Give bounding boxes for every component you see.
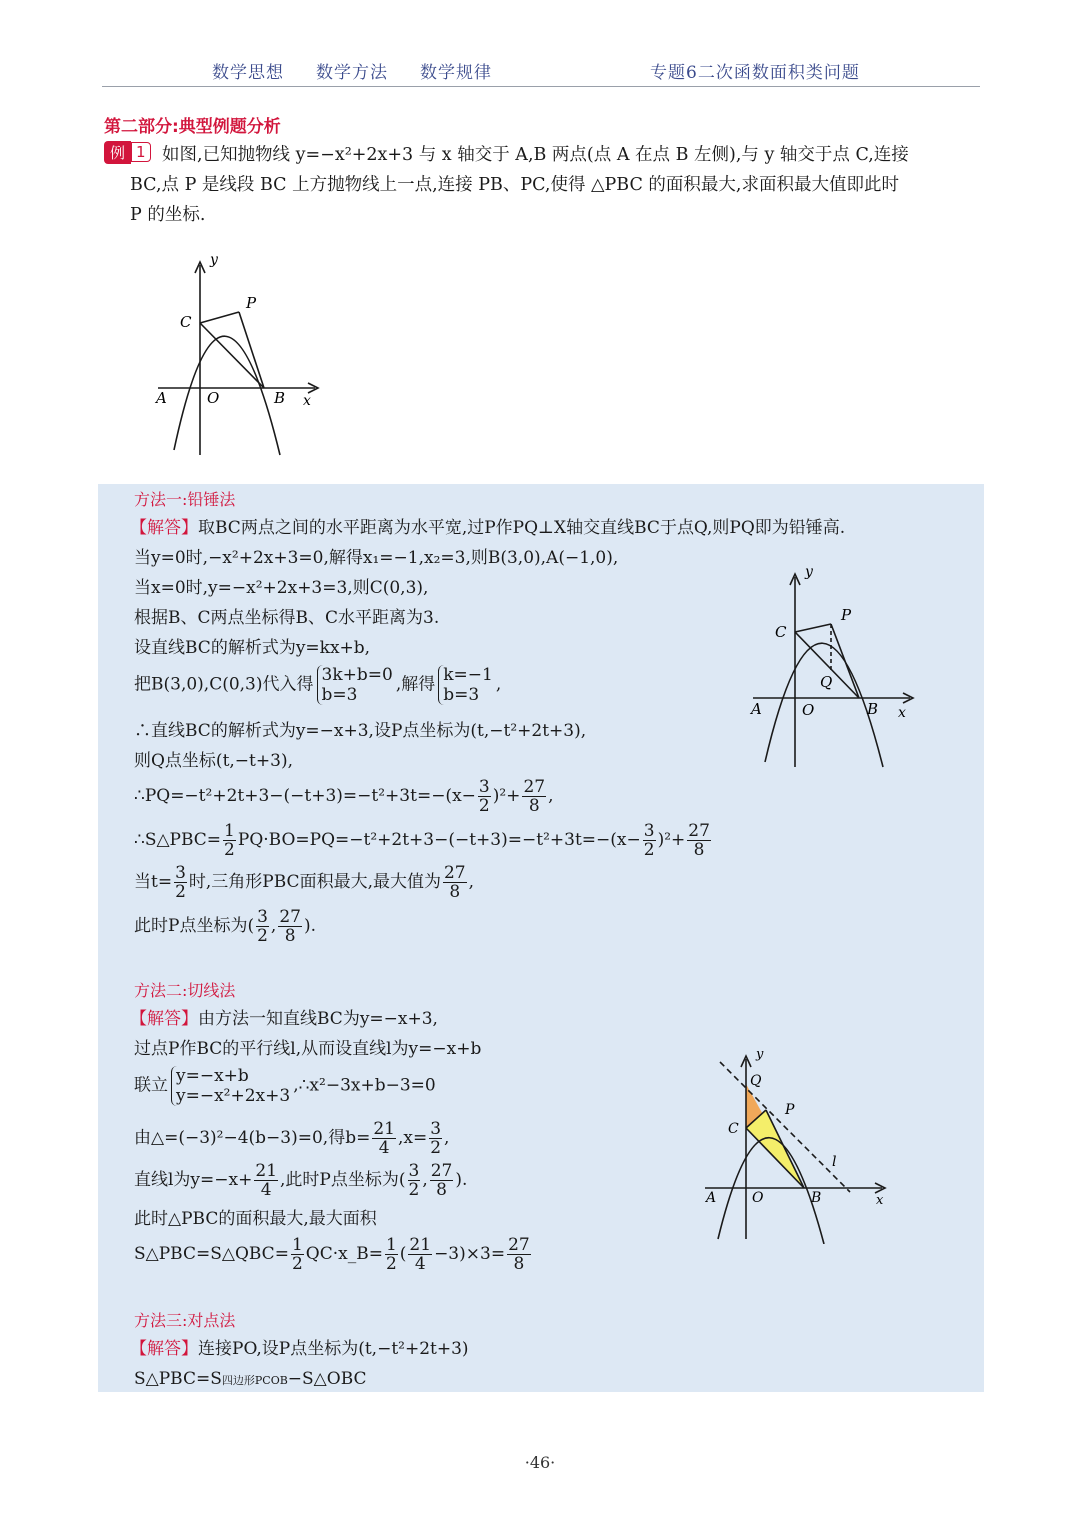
method2-title: 方法二:切线法 [134,981,236,1000]
solution-system: k=−1 b=3 [438,665,493,705]
label-y: y [756,1047,764,1062]
label-q: Q [750,1073,762,1089]
label-a: A [156,389,167,407]
method1-line-10: ∴S△PBC= $\frac{1}{2}$ PQ·BO=PQ=−t²+2t+3−(−t+3)=−t²+3t=−(x− $\frac{3}{2}$ )²+ $\frac{27}{8}$ [134,821,710,860]
header-tag-method: 数学方法 [316,63,388,83]
label-p: P [785,1102,795,1118]
section-title: 第二部分:典型例题分析 [104,117,281,137]
method3-line-1: 【解答】连接PO,设P点坐标为(t,−t²+2t+3) [130,1339,469,1359]
label-l: l [832,1154,837,1170]
equation-system: 3k+b=0 b=3 [317,665,393,705]
parabola-curve [174,336,280,455]
equation-system: y=−x+b y=−x²+2x+3 [171,1066,290,1106]
method1-line-9: ∴PQ=−t²+2t+3−(−t+3)=−t²+3t=−(x− $\frac{3}{2}$ )²+ $\frac{27}{8}$ , [134,777,554,816]
example-label: 例 [104,141,131,164]
label-y: y [210,252,218,268]
method1-line-11: 当t= $\frac{3}{2}$ 时,三角形PBC面积最大,最大值为 $\frac{27}{8}$ , [134,863,475,902]
problem-line-3: P 的坐标. [130,205,206,225]
label-o: O [207,389,220,407]
method1-line-6: 把B(3,0),C(0,3)代入得 3k+b=0 b=3 ,解得 k=−1 b=3 , [134,665,502,705]
label-c: C [775,623,787,641]
problem-figure [150,250,330,460]
header-divider [102,86,980,87]
triangle-pbc [746,1110,804,1188]
label-x: x [898,705,906,721]
method1-title: 方法一:铅锤法 [134,490,236,509]
label-y: y [805,564,813,580]
label-x: x [303,393,311,409]
label-c: C [180,313,192,331]
header-tag-thought: 数学思想 [212,63,284,83]
method1-line-2: 当y=0时,−x²+2x+3=0,解得x₁=−1,x₂=3,则B(3,0),A(−1,0), [134,548,619,568]
segment-bc [200,323,264,388]
method1-figure [745,562,925,772]
label-c: C [728,1121,739,1137]
method2-line-7: S△PBC=S△QBC= $\frac{1}{2}$ QC·x_B= $\frac{1}{2}$ ( $\frac{21}{4}$ −3)×3= $\frac{27}{8}$ [134,1235,530,1274]
method1-line-1: 【解答】取BC两点之间的水平距离为水平宽,过P作PQ⊥X轴交直线BC于点Q,则PQ即为铅锤高. [130,518,846,538]
method1-line-12: 此时P点坐标为( $\frac{3}{2}$ , $\frac{27}{8}$ ). [134,907,316,946]
example-number: 1 [131,142,151,162]
label-q: Q [820,673,833,691]
label-o: O [802,701,815,719]
method1-line-3: 当x=0时,y=−x²+2x+3=3,则C(0,3), [134,578,429,598]
problem-statement [104,140,984,230]
method1-line-5: 设直线BC的解析式为y=kx+b, [134,638,371,658]
label-x: x [876,1193,884,1208]
label-b: B [867,700,879,718]
method2-line-6: 此时△PBC的面积最大,最大面积 [134,1209,377,1229]
method2-line-3: 联立 y=−x+b y=−x²+2x+3 ,∴x²−3x+b−3=0 [134,1066,436,1106]
method2-line-1: 【解答】由方法一知直线BC为y=−x+3, [130,1009,438,1029]
page-number: ·46· [524,1453,556,1472]
problem-line-2: BC,点 P 是线段 BC 上方抛物线上一点,连接 PB、PC,使得 △PBC 的面积最大,求面积最大值即此时 [130,175,899,195]
method2-line-5: 直线l为y=−x+ $\frac{21}{4}$ ,此时P点坐标为( $\frac{3}{2}$ , $\frac{27}{8}$ ). [134,1161,468,1200]
method1-line-4: 根据B、C两点坐标得B、C水平距离为3. [134,608,440,628]
method2-figure [700,1044,900,1244]
problem-line-1: 如图,已知抛物线 y=−x²+2x+3 与 x 轴交于 A,B 两点(点 A 在点 B 左侧),与 y 轴交于点 C,连接 [162,145,909,165]
label-a: A [751,700,762,718]
label-o: O [752,1190,764,1206]
method3-title: 方法三:对点法 [134,1311,236,1330]
method1-line-8: 则Q点坐标(t,−t+3), [134,751,293,771]
method3-line-2: S△PBC=S四边形PCOB−S△OBC [134,1369,367,1389]
header-tag-rule: 数学规律 [420,63,492,83]
method1-line-7: ∴直线BC的解析式为y=−x+3,设P点坐标为(t,−t²+2t+3), [134,721,587,741]
label-a: A [706,1190,717,1206]
answer-tag: 【解答】 [130,518,198,538]
label-p: P [246,294,257,312]
method2-line-4: 由△=(−3)²−4(b−3)=0,得b= $\frac{21}{4}$ ,x= $\frac{3}{2}$ , [134,1119,450,1158]
label-b: B [811,1190,822,1206]
method2-line-2: 过点P作BC的平行线l,从而设直线l为y=−x+b [134,1039,482,1059]
label-b: B [274,389,286,407]
header-topic: 专题6二次函数面积类问题 [650,63,860,83]
segment-pc [200,312,239,323]
label-p: P [841,606,852,624]
